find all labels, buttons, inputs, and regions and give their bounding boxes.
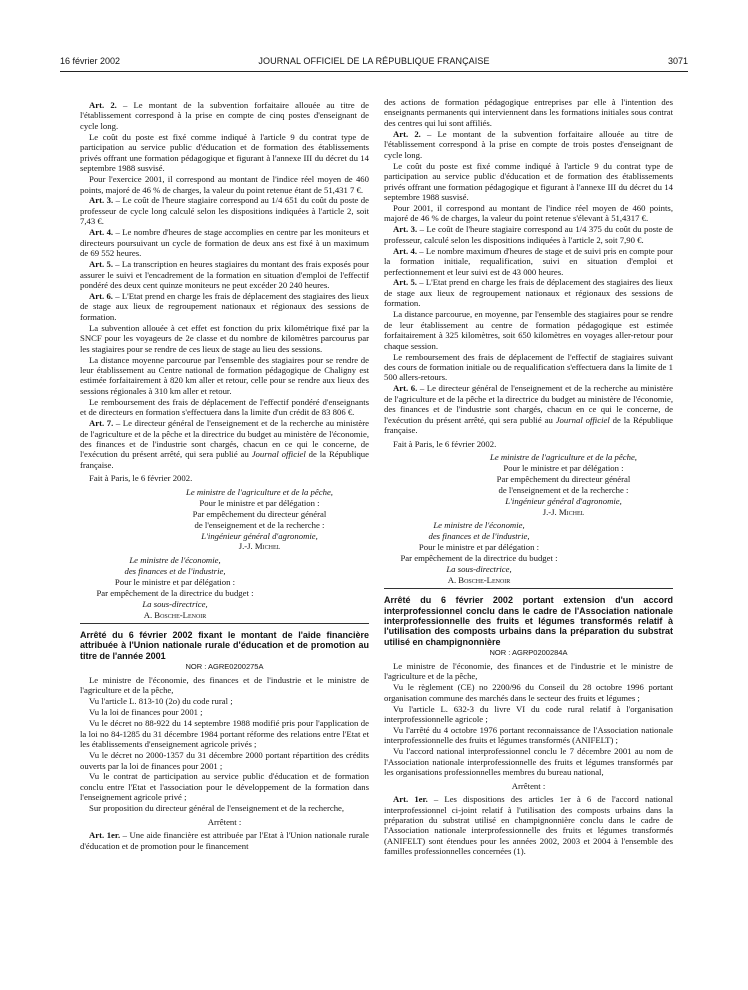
left-p1: Le coût du poste est fixé comme indiqué à l'article 9 du contrat type de participation au service public d'éducation et de formation des établissements privés offrant une formation pédagogique et figurant à l'annexe III du décret du 14 septembre 1988 susvisé. (80, 131, 369, 174)
arrete-title-composts-urbains: Arrêté du 6 février 2002 portant extension d'un accord interprofessionnel conclu dans le cadre de l'Association nationale interprofessionnelle des fruits et légumes transformés relatif à l'utilisation des composts urbains dans la préparation du substrat utilisé en champignonnière (384, 595, 673, 647)
left-arretent: Arrêtent : (207, 816, 242, 827)
section-rule (384, 588, 673, 589)
right-art6: Art. 6. – Le directeur général de l'enseignement et de la recherche au ministère de l'agriculture et de la pêche et la directrice du budget au ministère de l'économie, des finances et de l'industrie sont chargés, chacun en ce qui le concerne, de l'exécution du présent arrêté, qui sera publié au Journal officiel de la République française. (384, 383, 673, 436)
right-art1: Art. 1er. – Les dispositions des articles 1er à 6 de l'accord national interprofessionnel ci-joint relatif à l'utilisation des composts urbains dans la préparation du substrat utilisé en champignonnière conclu dans le cadre de l'Association nationale interprofessionnelle des fruits et légumes transformés (ANIFELT) sont étendues pour les années 2002, 2003 et 2004 à l'ensemble des familles professionnelles concernées (1). (384, 794, 673, 857)
left-p5: Le remboursement des frais de déplacement de l'effectif pondéré d'enseignants et de directeurs en formation s'effectuera dans la limite d'un crédit de 83 806 €. (80, 396, 369, 418)
left-art3: Art. 3. – Le coût de l'heure stagiaire correspond au 1/4 651 du coût du poste de professeur de cycle long calculé selon les dispositions indiquées à l'article 2, soit 7,43 €. (80, 195, 369, 227)
left-v5: Vu le décret no 2000-1357 du 31 décembre 2000 portant répartition des crédits ouverts par la loi de finances pour 2001 ; (80, 750, 369, 771)
page-number: 3071 (667, 56, 688, 66)
left-signature-1: Le ministre de l'agriculture et de la pêche, Pour le ministre et par délégation : Par empêchement du directeur général de l'enseignement et de la recherche : L'ingénieur général d'agronomie, J.-J. Michel (186, 486, 333, 552)
right-p2: Pour 2001, il correspond au montant de l'indice réel moyen de 460 points, majoré de 46 % de charges, la valeur du point retenue s'élevant à 51,4317 €. (384, 202, 673, 224)
left-column (80, 100, 369, 852)
left-v7: Sur proposition du directeur général de l'enseignement et de la recherche, (89, 803, 345, 814)
arrete-title-aide-financiere: Arrêté du 6 février 2002 fixant le montant de l'aide financière attribuée à l'Union nationale rurale d'éducation et de promotion au titre de l'année 2001 (80, 630, 369, 661)
right-v5: Vu l'accord national interprofessionnel conclu le 7 décembre 2001 au nom de l'Association nationale interprofessionnelle des fruits et légumes transformés par les organisations professionnelles membres du bureau national, (384, 746, 673, 778)
header-date: 16 février 2002 (60, 56, 121, 66)
left-art6: Art. 6. – L'Etat prend en charge les frais de déplacement des stagiaires des lieux de stage aux lieux de regroupement nationaux et régionaux des sessions de formation. (80, 290, 369, 322)
header-title: JOURNAL OFFICIEL DE LA RÉPUBLIQUE FRANÇAISE (258, 56, 490, 66)
right-p1: Le coût du poste est fixé comme indiqué à l'article 9 du contrat type de participation au service public d'éducation et de formation des établissements privés offrant une formation pédagogique et figurant à l'annexe III du décret du 14 septembre 1988 susvisé. (384, 160, 673, 202)
right-continuation: des actions de formation pédagogique entreprises par elle à l'intention des enseignants permanents qui interviennent dans les formations initiales sous contrat des centres qui lui sont affiliés. (384, 97, 673, 128)
right-fait: Fait à Paris, le 6 février 2002. (393, 438, 497, 449)
left-art1: Art. 1er. – Une aide financière est attribuée par l'Etat à l'Union nationale rurale d'éducation et de promotion pour le financement (80, 830, 370, 851)
right-arretent: Arrêtent : (511, 780, 546, 791)
running-head (60, 56, 688, 72)
right-v3: Vu l'article L. 632-3 du livre VI du code rural relatif à l'organisation interprofessionnelle agricole ; (384, 703, 673, 725)
right-art3: Art. 3. – Le coût de l'heure stagiaire correspond au 1/4 375 du coût du poste de professeur, calculé selon les dispositions indiquées à l'article 2, soit 7,90 €. (384, 224, 673, 245)
right-column (384, 97, 673, 857)
right-v1: Le ministre de l'économie, des finances et de l'industrie et le ministre de l'agriculture et de la pêche, (384, 660, 673, 682)
right-art5: Art. 5. – L'Etat prend en charge les frais de déplacement des stagiaires des lieux de stage aux lieux de regroupement nationaux et régionaux des sessions de formation. (384, 277, 673, 309)
right-v4: Vu l'arrêté du 4 octobre 1976 portant reconnaissance de l'Association nationale interprofessionnelle des fruits et légumes transformés (ANIFELT) ; (384, 725, 673, 746)
left-v6: Vu le contrat de participation au service public d'éducation et de formation conclu entre l'Etat et l'association pour le développement de la formation dans l'enseignement agricole privé ; (80, 771, 369, 803)
section-rule (80, 623, 369, 624)
left-signature-2: Le ministre de l'économie, des finances et de l'industrie, Pour le ministre et par délégation : Par empêchement de la directrice du budget : La sous-directrice, A. Bosche-Lenoir (96, 554, 254, 620)
nor-reference: NOR : AGRP0200284A (489, 647, 568, 657)
left-p4: La distance moyenne parcourue par l'ensemble des stagiaires pour se rendre de leur établissement au Centre national de formation pédagogique de Chaligny est estimée forfaitairement à 820 km aller et retour, celle pour se rendre aux lieux des sessions régionales à 310 km aller et retour. (80, 354, 369, 396)
left-v3: Vu la loi de finances pour 2001 ; (89, 707, 203, 718)
left-v4: Vu le décret no 88-922 du 14 septembre 1988 modifié pris pour l'application de la loi no 84-1285 du 31 décembre 1984 portant réforme des relations entre l'Etat et les établissements d'enseignement agricole privés ; (80, 718, 369, 750)
right-signature-2: Le ministre de l'économie, des finances et de l'industrie, Pour le ministre et par délégation : Par empêchement de la directrice du budget : La sous-directrice, A. Bosche-Lenoir (400, 520, 558, 585)
left-p2: Pour l'exercice 2001, il correspond au montant de l'indice réel moyen de 460 points, majoré de 46 % de charges, la valeur du point retenue étant de 51,431 7 €. (80, 174, 369, 195)
left-p3: La subvention allouée à cet effet est fonction du prix kilométrique fixé par la SNCF pour les voyageurs de 2e classe et du nombre de kilomètres parcourus par les stagiaires pour se rendre de ces lieux de stage au lieu des sessions. (80, 322, 369, 354)
left-fait: Fait à Paris, le 6 février 2002. (89, 473, 193, 484)
left-v1: Le ministre de l'économie, des finances et de l'industrie et le ministre de l'agriculture et de la pêche, (80, 675, 369, 696)
right-signature-1: Le ministre de l'agriculture et de la pêche, Pour le ministre et par délégation : Par empêchement du directeur général de l'enseignement et de la recherche : L'ingénieur général d'agronomie, J.-J. Michel (490, 451, 637, 517)
left-art2: Art. 2. – Le montant de la subvention forfaitaire allouée au titre de l'établissement correspond à la prise en compte de cinq postes d'enseignant de cycle long. (80, 100, 369, 131)
nor-reference: NOR : AGRE0200275A (185, 662, 264, 672)
right-art4: Art. 4. – Le nombre maximum d'heures de stage et de suivi pris en compte pour la formation initiale, requalification, suivi en situation d'emploi et perfectionnement et leur suivi est de 43 000 heures. (384, 245, 673, 277)
left-art4: Art. 4. – Le nombre d'heures de stage accomplies en centre par les moniteurs et directeurs poursuivant un cycle de formation de deux ans est fixé à un maximum de 69 552 heures. (80, 227, 369, 259)
left-art5: Art. 5. – La transcription en heures stagiaires du montant des frais exposés pour assurer le suivi et l'encadrement de la formation en situation d'emploi de l'effectif pondéré des deux cent quinze moniteurs ne peut excéder 20 240 heures. (80, 259, 370, 290)
right-p3: La distance parcourue, en moyenne, par l'ensemble des stagiaires pour se rendre de leur établissement au centre de formation pédagogique est estimée forfaitairement à 325 kilomètres, soit 650 kilomètres en voyages aller-retour pour chaque session. (384, 309, 673, 351)
left-art7: Art. 7. – Le directeur général de l'enseignement et de la recherche au ministère de l'agriculture et de la pêche et la directrice du budget au ministère de l'économie, des finances et de l'industrie sont chargés, chacun en ce qui le concerne, de l'exécution du présent arrêté, qui sera publié au Journal officiel de la République française. (80, 418, 369, 470)
right-p4: Le remboursement des frais de déplacement de l'effectif de stagiaires suivant des cours de formation initiale ou de requalification s'effectuera dans la limite de 1 500 allers-retours. (384, 351, 673, 383)
left-v2: Vu l'article L. 813-10 (2o) du code rural ; (89, 696, 233, 707)
right-art2: Art. 2. – Le montant de la subvention forfaitaire allouée au titre de l'établissement correspond à la prise en compte de trois postes d'enseignant de cycle long. (384, 128, 673, 160)
right-v2: Vu le règlement (CE) no 2200/96 du Conseil du 28 octobre 1996 portant organisation commune des marchés dans le secteur des fruits et légumes ; (384, 682, 673, 703)
